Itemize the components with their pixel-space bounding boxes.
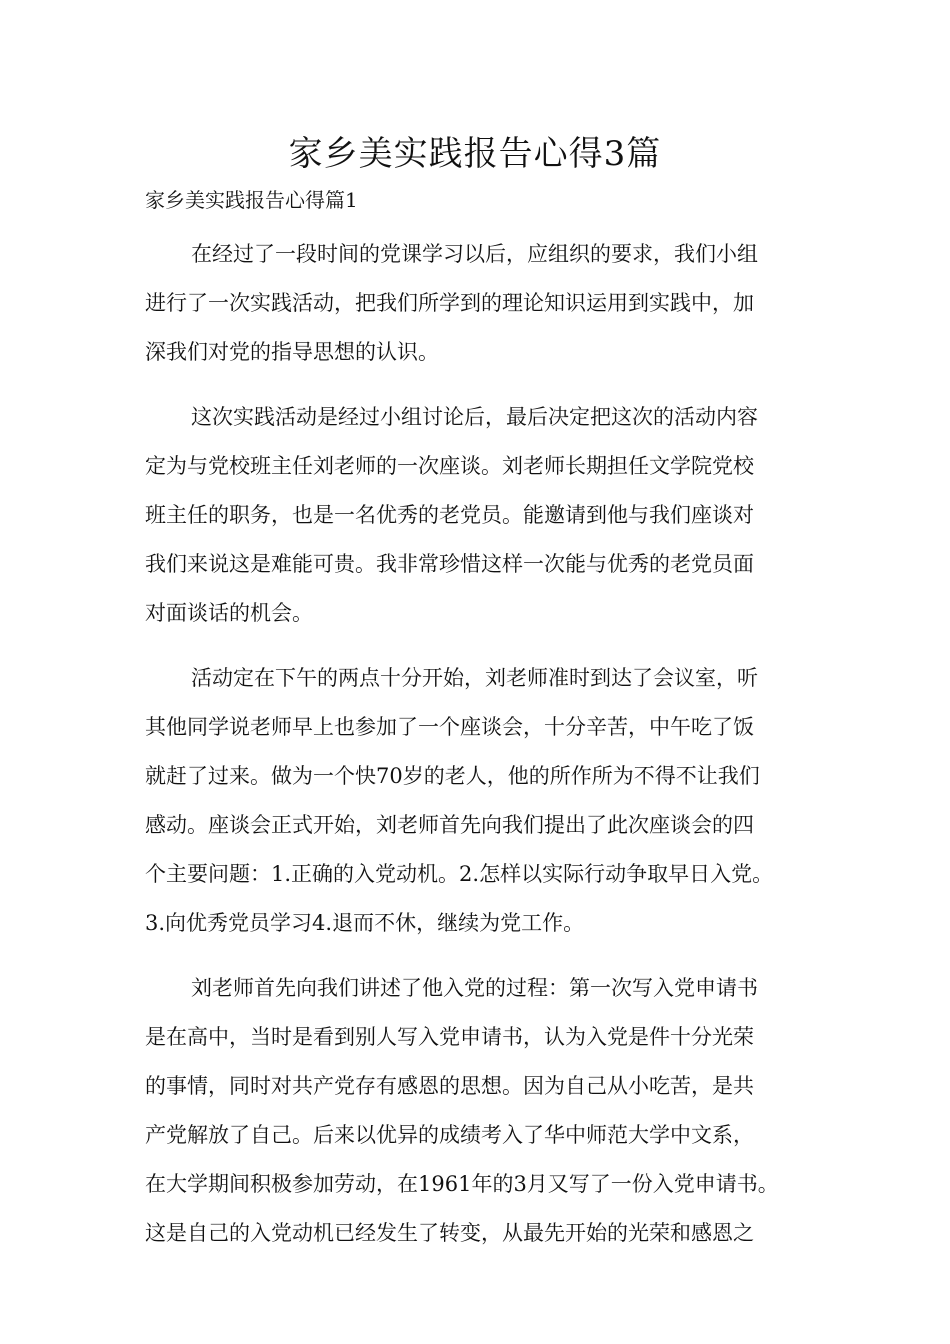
paragraph-line: 进行了一次实践活动，把我们所学到的理论知识运用到实践中，加	[145, 291, 754, 315]
paragraph-line: 是在高中，当时是看到别人写入党申请书，认为入党是件十分光荣	[145, 1025, 754, 1049]
paragraph	[145, 230, 817, 377]
paragraph-line: 这是自己的入党动机已经发生了转变，从最先开始的光荣和感恩之	[145, 1221, 754, 1245]
paragraph-line: 深我们对党的指导思想的认识。	[145, 340, 439, 364]
paragraph-line: 的事情，同时对共产党存有感恩的思想。因为自己从小吃苦，是共	[145, 1074, 754, 1098]
paragraph-line: 刘老师首先向我们讲述了他入党的过程：第一次写入党申请书	[191, 976, 758, 1000]
paragraph-line: 个主要问题：1.正确的入党动机。2.怎样以实际行动争取早日入党。	[145, 862, 774, 886]
paragraph-line: 这次实践活动是经过小组讨论后，最后决定把这次的活动内容	[191, 405, 758, 429]
paragraph-line: 其他同学说老师早上也参加了一个座谈会，十分辛苦，中午吃了饭	[145, 715, 754, 739]
paragraph	[145, 654, 817, 948]
paragraph	[145, 393, 817, 638]
paragraph-line: 定为与党校班主任刘老师的一次座谈。刘老师长期担任文学院党校	[145, 454, 754, 478]
paragraph-line: 在大学期间积极参加劳动，在1961年的3月又写了一份入党申请书。	[145, 1172, 779, 1196]
document-body	[145, 230, 817, 1274]
document-title: 家乡美实践报告心得3篇	[288, 134, 662, 174]
paragraph-line: 在经过了一段时间的党课学习以后，应组织的要求，我们小组	[191, 242, 758, 266]
paragraph-line: 3.向优秀党员学习4.退而不休，继续为党工作。	[145, 911, 585, 935]
paragraph-line: 活动定在下午的两点十分开始，刘老师准时到达了会议室，听	[191, 666, 758, 690]
paragraph-line: 对面谈话的机会。	[145, 601, 313, 625]
paragraph-line: 我们来说这是难能可贵。我非常珍惜这样一次能与优秀的老党员面	[145, 552, 754, 576]
section-heading: 家乡美实践报告心得篇1	[145, 188, 358, 212]
paragraph-line: 就赶了过来。做为一个快70岁的老人，他的所作所为不得不让我们	[145, 764, 760, 788]
paragraph-line: 班主任的职务，也是一名优秀的老党员。能邀请到他与我们座谈对	[145, 503, 754, 527]
paragraph-line: 感动。座谈会正式开始，刘老师首先向我们提出了此次座谈会的四	[145, 813, 754, 837]
paragraph	[145, 964, 817, 1258]
paragraph-line: 产党解放了自己。后来以优异的成绩考入了华中师范大学中文系，	[145, 1123, 754, 1147]
